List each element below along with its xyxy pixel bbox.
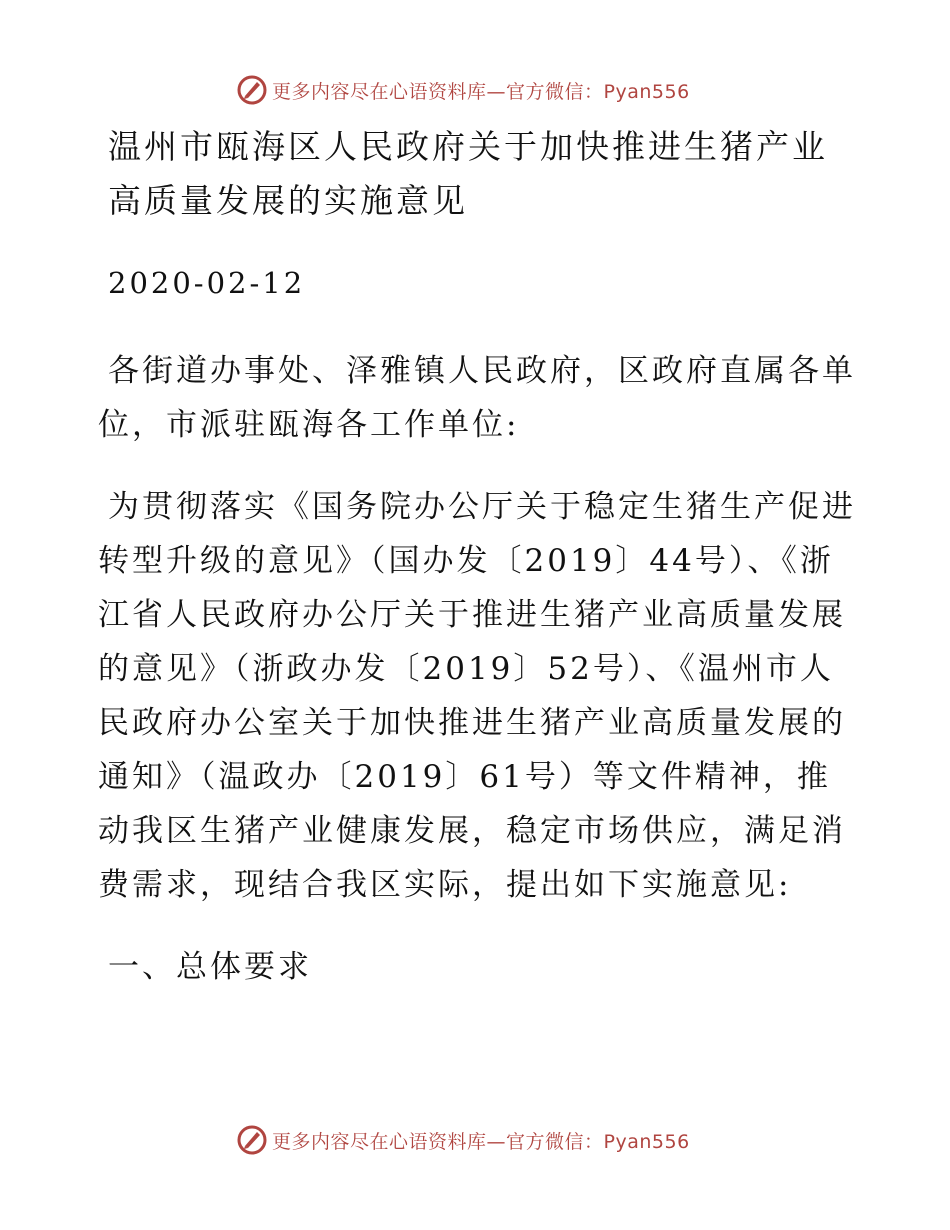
seal-logo-icon [236,74,268,106]
document-date: 2020-02-12 [108,266,306,300]
header-banner [236,72,690,108]
banner-text: 更多内容尽在心语资料库—官方微信：Pyan556 [272,80,690,103]
seal-logo-icon [236,1124,268,1156]
body-paragraph: 为贯彻落实《国务院办公厅关于稳定生猪生产促进转型升级的意见》（国办发〔2019〕44号）、《浙江省人民政府办公厅关于推进生猪产业高质量发展的意见》（浙政办发〔2019〕52号）、《温州市人民政府办公室关于加快推进生猪产业高质量发展的通知》（温政办〔2019〕61号）等文件精神，推动我区生猪产业健康发展，稳定市场供应，满足消费需求，现结合我区实际，提出如下实施意见: [98,489,856,903]
banner-text: 更多内容尽在心语资料库—官方微信：Pyan556 [272,1130,690,1153]
section-heading: 一、总体要求 [108,949,312,985]
addressee-paragraph: 各街道办事处、泽雅镇人民政府，区政府直属各单位，市派驻瓯海各工作单位: [98,353,856,443]
document-title: 温州市瓯海区人民政府关于加快推进生猪产业高质量发展的实施意见 [108,127,828,220]
footer-banner [236,1122,690,1158]
document-body [98,120,858,994]
